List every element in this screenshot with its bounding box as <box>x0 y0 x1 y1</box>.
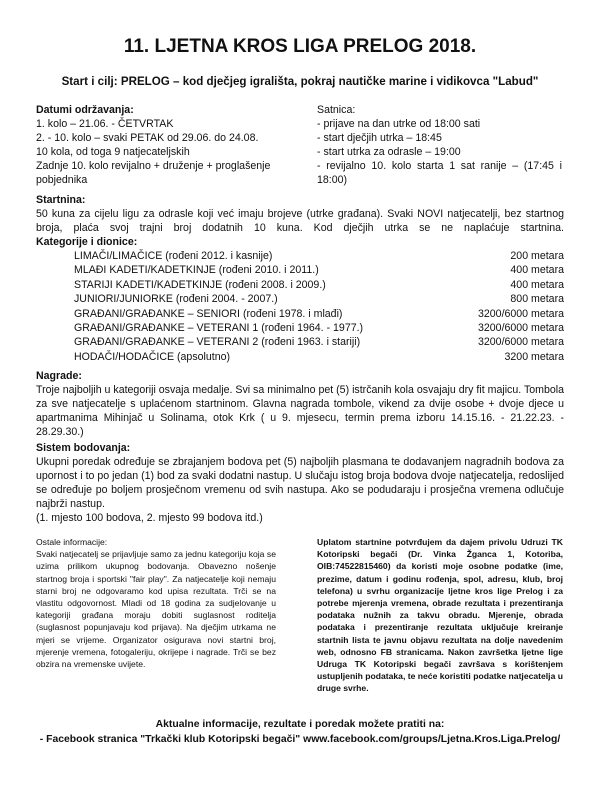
category-row <box>36 350 564 364</box>
category-distance: 400 metara <box>510 278 564 291</box>
consent-text: Uplatom startnine potvrđujem da dajem privolu Udruzi TK Kotoripski begači (Dr. Vinka Žganca 1, Kotoriba, OIB:74522815460) da koristi moje osobne podatke (ime, prezime, datum i godinu rođenja, spol, adresu, klub, broj telefona) u svrhu organizacije ljetne kros lige Prelog i za potrebe mjerenja vremena, obrade rezultata i prezentiranja podataka nužnih za takvu obradu. Mjerenje, obrada podataka i prezentiranje rezultata uključuje kreiranje startnih lista te javnu objavu rezultata na dolje navedenim web, odnosno FB stranicama. Nakon završetka ljetne lige Udruga TK Kotoripski begači završava s korištenjem ustupljenih podataka, te neće koristiti podatke natjecatelja u druge svrhe. <box>317 537 563 694</box>
category-name: JUNIORI/JUNIORKE (rođeni 2004. - 2007.) <box>74 293 278 306</box>
category-name: GRAĐANI/GRAĐANKE – VETERANI 2 (rođeni 1963. i stariji) <box>74 336 361 349</box>
category-distance: 400 metara <box>510 264 564 277</box>
fee-line: broja, plaća svoj trajni broj dodatnih 10 kuna. Kod dječjih utrka se ne naplaćuje startnina. <box>36 222 564 234</box>
prizes-section <box>36 369 564 439</box>
dates-line: pobjednika <box>36 174 88 186</box>
category-distance: 3200 metara <box>504 350 564 363</box>
schedule-heading: Satnica: <box>317 104 356 116</box>
category-row <box>36 307 564 321</box>
dates-section <box>36 103 306 187</box>
category-distance: 800 metara <box>510 293 564 306</box>
category-row <box>36 335 564 349</box>
category-name: STARIJI KADETI/KADETKINJE (rođeni 2008. i 2009.) <box>74 278 326 291</box>
categories-table <box>36 249 564 364</box>
category-distance: 3200/6000 metara <box>478 321 564 334</box>
dates-line: 10 kola, od toga 9 natjecateljskih <box>36 146 190 158</box>
category-name: MLAĐI KADETI/KADETKINJE (rođeni 2010. i 2011.) <box>74 264 319 277</box>
category-distance: 3200/6000 metara <box>478 307 564 320</box>
category-distance: 200 metara <box>510 250 564 262</box>
schedule-line: 18:00) <box>317 174 348 186</box>
schedule-line: - revijalno 10. kolo starta 1 sat ranije – (17:45 i <box>317 160 562 172</box>
prizes-heading: Nagrade: <box>36 370 82 382</box>
footer-line-1: Aktualne informacije, rezultate i poredak možete pratiti na: <box>155 719 445 730</box>
categories-heading: Kategorije i dionice: <box>36 236 138 248</box>
schedule-line: - start dječjih utrka – 18:45 <box>317 132 442 144</box>
dates-line: Zadnje 10. kolo revijalno + druženje + proglašenje <box>36 160 271 172</box>
category-row <box>36 278 564 292</box>
category-row <box>36 292 564 306</box>
footer-line-2: - Facebook stranica "Trkački klub Kotoripski begači" www.facebook.com/groups/Ljetna.Kros.Liga.Prelog/ <box>39 734 561 745</box>
scoring-heading: Sistem bodovanja: <box>36 442 131 454</box>
fee-section <box>36 193 564 235</box>
scoring-section <box>36 441 564 525</box>
page-title: 11. LJETNA KROS LIGA PRELOG 2018. <box>123 36 477 57</box>
other-info-text: Svaki natjecatelj se prijavljuje samo za jednu kategoriju koja se uzima prilikom ukupnog bodovanja. Obavezno nošenje startnog broja i sportski "fair play". Za natjecatelje koji nemaju starni broj ne odgovaramo kod upisa rezultata. Trči se na vlastitu odgovornost. Mladi od 18 godina za sudjelovanje u kategoriji građana moraju dobiti suglasnost roditelja (suglasnost popunjavaju kod prijava). Na dječjim utrkama ne mjeri se vrijeme. Organizator osigurava novi startni broj, mjerenje vremena, fotogaleriju, okrijepe i nagrade. Trči se bez obzira na vremenske uvijete. <box>36 549 276 670</box>
category-row <box>36 321 564 335</box>
other-info-section <box>36 536 276 670</box>
dates-line: 2. - 10. kolo – svaki PETAK od 29.06. do 24.08. <box>36 132 259 144</box>
category-distance: 3200/6000 metara <box>478 336 564 349</box>
category-name: LIMAČI/LIMAČICE (rođeni 2012. i kasnije) <box>74 250 273 262</box>
page-subtitle: Start i cilj: PRELOG – kod dječjeg igrališta, pokraj nautičke marine i vidikovca "Labud" <box>61 75 539 88</box>
category-name: GRAĐANI/GRAĐANKE – VETERANI 1 (rođeni 1964. - 1977.) <box>74 321 364 334</box>
scoring-note: (1. mjesto 100 bodova, 2. mjesto 99 bodova itd.) <box>36 512 263 524</box>
fee-line: 50 kuna za cijelu ligu za odrasle koji već imaju brojeve (utrke građana). Svaki NOVI natjecatelji, bez startnog <box>36 208 564 220</box>
category-row <box>36 249 564 263</box>
dates-line: 1. kolo – 21.06. - ČETVRTAK <box>36 118 174 130</box>
category-name: HODAČI/HODAČICE (apsolutno) <box>74 350 231 363</box>
category-row <box>36 263 564 277</box>
other-info-heading: Ostale informacije: <box>36 537 108 547</box>
category-name: GRAĐANI/GRAĐANKE – SENIORI (rođeni 1978. i mlađi) <box>74 307 343 320</box>
schedule-line: - start utrka za odrasle – 19:00 <box>317 146 461 158</box>
fee-heading: Startnina: <box>36 194 86 206</box>
dates-heading: Datumi održavanja: <box>36 104 134 116</box>
schedule-line: - prijave na dan utrke od 18:00 sati <box>317 118 481 130</box>
schedule-section <box>317 103 562 187</box>
prizes-text: Troje najboljih u kategoriji osvaja medalje. Svi sa minimalno pet (5) istrčanih kola osvajaju dry fit majicu. Tombola za sve natjecatelje s uplaćenom startninom. Glavna nagrada tombole, vikend za dvije osobe + dvoje djece u apartmanima Mihinjač u Solinama, otok Krk ( u 9. mjesecu, termin prema izboru 14.15.16. - 21.22.23. - 28.29.30.) <box>36 384 564 438</box>
scoring-text: Ukupni poredak određuje se zbrajanjem bodova pet (5) najboljih plasmana te dodavanjem nagradnih bodova za upornost i to po jedan (1) bod za svaki dodatni nastup. U slučaju istog broja bodova dvoje natjecatelja, redoslijed se određuje po boljem prosječnom vremenu od svih nastupa. Ako se podudaraju i prosječna vremena odlučuje najbrži nastup. <box>36 456 564 510</box>
consent-section <box>317 536 563 695</box>
